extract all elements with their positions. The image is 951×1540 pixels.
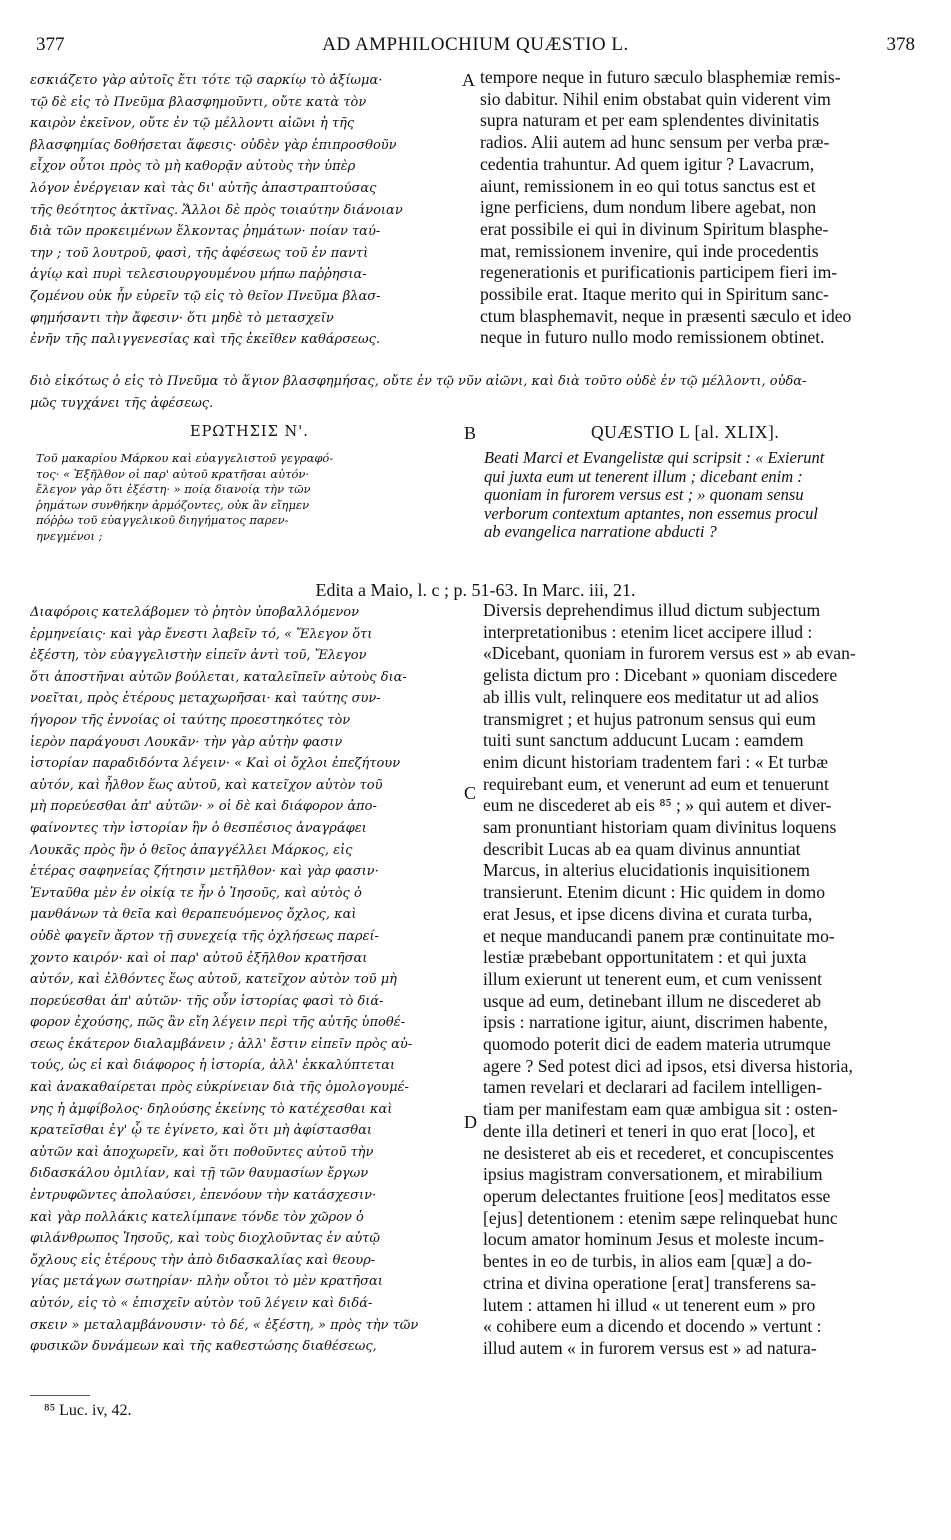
- greek-text-line: αὐτῶν καὶ ἀποχωρεῖν, καὶ ὅτι ποθοῦντες αὐτοῦ τὴν: [30, 1144, 374, 1160]
- latin-text-line: ipsius magistram conversationem, et mirabilium: [483, 1164, 823, 1185]
- latin-text-line: illud autem « in furorem versus est » ad natura-: [483, 1337, 817, 1358]
- latin-text-line: erat Jesus, et ipse dicens divina et curata turba,: [483, 903, 813, 924]
- greek-text-line: αὐτόν, εἰς τὸ « ἐπισχεῖν αὐτὸν τοῦ λέγειν καὶ διδά-: [30, 1296, 373, 1311]
- latin-text-line: supra naturam et per eam splendentes divinitatis: [480, 110, 820, 131]
- latin-text-line: aiunt, remissionem in eo qui totus sanctus est et: [480, 175, 816, 196]
- latin-text-line: transmigret ; et hujus patronum sensus qui eum: [483, 708, 816, 729]
- greek-text-line: φιλάνθρωπος Ἰησοῦς, καὶ τοὺς διοχλοῦντας ἐν αὐτῷ: [30, 1231, 380, 1247]
- greek-text-line: σεως ἑκάτερον διαλαμβάνειν ; ἀλλ' ἔστιν εἰπεῖν πρὸς αὐ-: [30, 1036, 413, 1052]
- source-reference: Edita a Maio, l. c ; p. 51-63. In Marc. iii, 21.: [315, 580, 636, 600]
- greek-text-line: κρατεῖσθαι ἐγ' ᾧ τε ἐγίνετο, καὶ ὅτι μὴ ἀφίστασθαι: [30, 1123, 372, 1139]
- latin-text-line: possibile erat. Itaque merito qui in Spiritum sanc-: [480, 284, 829, 305]
- margin-marker-d: D: [464, 1112, 477, 1132]
- greek-text-line: φορον ἐχούσης, πῶς ἂν εἴη λέγειν περὶ τῆς αὐτῆς ὑποθέ-: [30, 1015, 406, 1031]
- greek-text-line: ἐντρυφῶντες ἀπολαύσει, ἐπενόουν τὴν κατάσχεσιν·: [30, 1188, 377, 1204]
- latin-text-line: sio dabitur. Nihil enim obstabat quin viderent vim: [480, 88, 831, 109]
- greek-text-line: σκειν » μεταλαμβάνουσιν· τὸ δέ, « ἐξέστη, » πρὸς τὴν τῶν: [30, 1317, 419, 1333]
- greek-text-line: νης ἡ ἀμφίβολος· δηλούσης ἐκείνης τὸ κατέχεσθαι καὶ: [30, 1101, 393, 1117]
- latin-text-line: illum exierunt ut tenerent eum, et cum venissent: [483, 968, 823, 989]
- greek-text-line: φαίνοντες τὴν ἱστορίαν ἣν ὁ θεσπέσιος ἀναγράφει: [30, 820, 367, 836]
- top-greek-column: [30, 70, 458, 351]
- latin-text-line: dente illa detineri et teneri in quo erat [loco], et: [483, 1120, 816, 1141]
- latin-text-line: describit Lucas ab ea quam divinus annuntiat: [483, 838, 801, 859]
- greek-text-line: καὶ γὰρ πολλάκις κατελίμπανε τόνδε τὸν χῶρον ὁ: [30, 1209, 364, 1225]
- greek-text-line: καὶ ἀνακαθαίρεται πρὸς εὐκρίνειαν διὰ τῆς ὁμολογουμέ-: [30, 1080, 409, 1096]
- latin-text-line: « cohibere eum a dicendo et docendo » vertunt :: [483, 1316, 822, 1337]
- latin-text-line: ctum blasphemavit, neque in præsenti sæculo et ideo: [480, 305, 852, 326]
- latin-text-line: regenerationis et purificationis participem fieri im-: [480, 262, 838, 283]
- latin-text-line: et neque manducandi panem præ continuitate mo-: [483, 925, 835, 946]
- latin-text-line: ctrina et divina operatione [erat] transferens sa-: [483, 1272, 817, 1293]
- greek-text-line: βλασφημίας δοθήσεται ἄφεσις· οὐδὲν γὰρ ἐπιπροσθοῦν: [30, 137, 397, 153]
- latin-text-line: quomodo poterit dici de eadem materia utrumque: [483, 1034, 831, 1055]
- greek-text-line: Διαφόροις κατελάβομεν τὸ ῥητὸν ὑποβαλλόμενον: [30, 605, 360, 620]
- latin-text-line: agere ? Sed potest dici ad ipsos, etsi diversa historia,: [483, 1055, 853, 1076]
- latin-text-line: usque ad eum, detinebant illum ne discederet ab: [483, 990, 822, 1011]
- greek-text-line: γίας μετάγων σωτηρίαν· πλὴν οὗτοι τὸ μὲν κρατῆσαι: [30, 1274, 383, 1290]
- question-greek-line: πόῤῥω τοῦ εὐαγγελικοῦ διηγήματος παρεν-: [36, 513, 289, 527]
- greek-text-line: τῆς θεότητος ἀκτῖνας. Ἄλλοι δὲ πρὸς τοιαύτην διάνοιαν: [30, 202, 403, 218]
- latin-text-line: enim dicunt historiam tradentem fari : « Et turbæ: [483, 751, 828, 772]
- question-title-greek: ΕΡΩΤΗΣΙΣ Ν'.: [190, 424, 309, 440]
- margin-marker-c: C: [464, 783, 477, 803]
- greek-text-line: τῷ δὲ εἰς τὸ Πνεῦμα βλασφημοῦντι, οὔτε κατὰ τὸν: [30, 94, 367, 110]
- greek-text-line: μανθάνων τὰ θεῖα καὶ θεραπευόμενος ὄχλος, καὶ: [30, 907, 357, 923]
- latin-text-line: tempore neque in futuro sæculo blasphemiæ remis-: [480, 67, 841, 87]
- latin-text-line: tamen revelari et declarari ad facilem intelligen-: [483, 1077, 822, 1098]
- greek-text-line: νοεῖται, πρὸς ἑτέρους μεταχωρῆσαι· καὶ ταύτης συν-: [30, 691, 381, 707]
- latin-text-line: locum amator hominum Jesus et moleste incum-: [483, 1229, 825, 1250]
- greek-text-line: ἑρμηνείαις· καὶ γὰρ ἔνεστι λαβεῖν τό, « Ἔλεγον ὅτι: [30, 626, 373, 642]
- greek-text-line: διδασκάλου ὁμιλίαν, καὶ τῇ τῶν θαυμασίων ἔργων: [30, 1166, 369, 1182]
- latin-text-line: neque in futuro nullo modo remissionem obtinet.: [480, 327, 825, 348]
- latin-text-line: erat possibile ei qui in divinum Spiritum blasphe-: [480, 218, 829, 239]
- latin-text-line: ipsis : narratione igitur, aiunt, discrimen habente,: [483, 1012, 828, 1033]
- full-width-greek-line-1: διὸ εἰκότως ὁ εἰς τὸ Πνεῦμα τὸ ἅγιον βλασφημήσας, οὔτε ἐν τῷ νῦν αἰῶνι, καὶ διὰ τοῦτο οὐδὲ ἐν τῷ μέλλοντι, οὐδα-: [30, 374, 807, 389]
- question-latin-line: verborum contextum aptantes, non essemus procul: [484, 504, 818, 523]
- latin-text-line: Diversis deprehendimus illud dictum subjectum: [483, 600, 821, 620]
- margin-marker-a: A: [462, 70, 475, 90]
- question-greek-text: [36, 451, 456, 544]
- latin-text-line: tuiti sunt sanctum adducunt Lucam : eamdem: [483, 730, 804, 751]
- greek-text-line: εἶχον οὗτοι πρὸς τὸ μὴ καθορᾷν αὐτοὺς τὴν ὑπὲρ: [30, 159, 356, 175]
- running-title: AD AMPHILOCHIUM QUÆSTIO L.: [322, 34, 629, 55]
- greek-text-line: Λουκᾶς πρὸς ἣν ὁ θεῖος ἀπαγγέλλει Μάρκος, εἰς: [30, 842, 353, 858]
- latin-text-line: bentes in eo de turbis, in alios eam [quæ] a do-: [483, 1251, 812, 1272]
- latin-text-line: «Dicebant, quoniam in furorem versus est » ab evan-: [483, 643, 856, 664]
- running-header: [36, 34, 915, 60]
- latin-text-line: eum ne discederet ab eis ⁸⁵ ; » qui autem et diver-: [483, 795, 832, 816]
- latin-text-line: ne desisteret ab eis et recederet, et concupiscentes: [483, 1142, 834, 1163]
- answer-greek-column: [30, 602, 458, 1358]
- latin-text-line: ab illis vult, relinquere eos meditatur ut ad alios: [483, 686, 819, 707]
- greek-text-line: ἑτέρας σαφηνείας ζήτησιν μετῆλθον· καὶ γὰρ φασιν·: [30, 864, 379, 880]
- top-latin-column: [480, 67, 924, 349]
- greek-text-line: οὐδὲ φαγεῖν ἄρτον τῇ συνεχείᾳ τῆς ὀχλήσεως παρεί-: [30, 928, 379, 944]
- question-greek-line: ἔλεγον γὰρ ὅτι ἐξέστη· » ποίᾳ διανοίᾳ τὴν τῶν: [36, 482, 311, 496]
- page-number-right: 378: [886, 34, 915, 55]
- question-latin-line: quoniam in furorem versus est ; » quonam sensu: [484, 486, 804, 504]
- greek-text-line: ἐνῆν τῆς παλιγγενεσίας καὶ τῆς ἐκεῖθεν καθάρσεως.: [30, 332, 381, 348]
- question-latin-line: ab evangelica narratione abducti ?: [484, 523, 717, 541]
- greek-text-line: ἐξέστη, τὸν εὐαγγελιστὴν εἰπεῖν ἀντὶ τοῦ, Ἔλεγον: [30, 648, 367, 664]
- answer-latin-column: [483, 600, 924, 1360]
- latin-text-line: igne perficiens, dum nondum libere agebat, non: [480, 197, 817, 218]
- latin-text-line: Marcus, in alterius elucidationis inquisitionem: [483, 860, 810, 881]
- latin-text-line: interpretationibus : etenim licet accipere illud :: [483, 621, 813, 642]
- footnote-rule: [30, 1395, 90, 1396]
- question-greek-line: τος· « Ἐξῆλθον οἱ παρ' αὐτοῦ κρατῆσαι αὐτόν·: [36, 466, 310, 481]
- margin-marker-b: B: [464, 423, 477, 443]
- greek-text-line: ἱστορίαν παραδιδόντα λέγειν· « Καὶ οἱ ὄχλοι ἐπεζήτουν: [30, 756, 401, 772]
- latin-text-line: radios. Alii autem ad hunc sensum per verba præ-: [480, 132, 830, 153]
- question-greek-line: Τοῦ μακαρίου Μάρκου καὶ εὐαγγελιστοῦ γεγραφό-: [36, 451, 334, 465]
- latin-text-line: sam pronuntiant historiam quam divinitus loquens: [483, 817, 837, 838]
- latin-text-line: tiam per manifestam eam quæ ambigua sit : osten-: [483, 1099, 838, 1120]
- greek-text-line: φημήσαντι τὴν ἄφεσιν· ὅτι μηδὲ τὸ μετασχεῖν: [30, 310, 334, 326]
- latin-text-line: lestiæ præbebant opportunitatem : et qui juxta: [483, 947, 807, 968]
- greek-text-line: λόγον ἐνέργειαν καὶ τὰς δι' αὐτῆς ἀπαστραπτούσας: [30, 180, 377, 196]
- question-latin-text: [484, 449, 924, 542]
- greek-text-line: καιρὸν ἐκεῖνον, οὔτε ἐν τῷ μέλλοντι αἰῶνι ἡ τῆς: [30, 116, 355, 132]
- question-latin-line: qui juxta eum ut tenerent illum ; dicebant enim :: [484, 467, 803, 486]
- greek-text-line: μὴ πορεύεσθαι ἀπ' αὐτῶν· » οἱ δὲ καὶ διάφορον ἀπο-: [30, 799, 377, 815]
- footnote: ⁸⁵ Luc. iv, 42.: [44, 1402, 132, 1419]
- greek-text-line: ἱερὸν παράγουσι Λουκᾶν· τὴν γὰρ αὐτὴν φασιν: [30, 734, 343, 750]
- greek-text-line: διὰ τῶν προκειμένων ἕλκοντας ῥημάτων· ποίαν ταύ-: [30, 224, 381, 240]
- latin-text-line: transierunt. Etenim dicunt : Hic quidem in domo: [483, 882, 826, 903]
- greek-text-line: την ; τοῦ λουτροῦ, φασὶ, τῆς ἀφέσεως τοῦ ἐν παντὶ: [30, 245, 369, 261]
- latin-text-line: mat, remissionem invenire, qui inde procedentis: [480, 240, 819, 261]
- greek-text-line: αὐτόν, καὶ ἦλθον ἕως αὐτοῦ, καὶ κατεῖχον αὐτὸν τοῦ: [30, 777, 383, 793]
- greek-text-line: χοντο καιρόν· καὶ οἱ παρ' αὐτοῦ ἐξῆλθον κρατῆσαι: [30, 950, 368, 966]
- latin-text-line: requirebant eum, et venerunt ad eum et tenuerunt: [483, 773, 829, 794]
- latin-text-line: lutem : attamen hi illud « ut tenerent eum » pro: [483, 1294, 816, 1315]
- question-latin-line: Beati Marci et Evangelistæ qui scripsit : « Exierunt: [484, 449, 825, 467]
- latin-text-line: gelista dictum pro : Dicebant » quoniam discedere: [483, 665, 838, 686]
- latin-text-line: [ejus] detentionem : etenim sæpe relinquebat hunc: [483, 1207, 838, 1228]
- greek-text-line: ὅτι ἀποστῆναι αὐτῶν βούλεται, καταλεῖπεῖν αὐτοὺς δια-: [30, 669, 407, 685]
- greek-text-line: εσκιάζετο γὰρ αὐτοῖς ἔτι τότε τῷ σαρκίῳ τὸ ἀξίωμα·: [30, 73, 383, 88]
- greek-text-line: ὄχλους εἰς ἑτέρους τὴν ἀπὸ διδασκαλίας καὶ θεουρ-: [30, 1252, 376, 1268]
- question-title-latin: QUÆSTIO L [al. XLIX].: [591, 422, 780, 442]
- question-greek-line: ηνεγμένοι ;: [36, 528, 103, 543]
- latin-text-line: cedentia trahuntur. Ad quem igitur ? Lavacrum,: [480, 153, 815, 174]
- page-number-left: 377: [36, 34, 65, 55]
- greek-text-line: φυσικῶν δυνάμεων καὶ τῆς καθεστώσης διαθέσεως,: [30, 1339, 377, 1355]
- greek-text-line: ἁγίῳ καὶ πυρὶ τελεσιουργουμένου μήπω παῤῥησια-: [30, 267, 367, 283]
- question-greek-line: ῥημάτων συνθήκην ἁρμόζοντες, οὐκ ἂν εἴημεν: [36, 497, 310, 512]
- greek-text-line: ζομένου οὐκ ἦν εὑρεῖν τῷ εἰς τὸ θεῖον Πνεῦμα βλασ-: [30, 288, 381, 304]
- greek-text-line: πορεύεσθαι ἀπ' αὐτῶν· τῆς οὖν ἱστορίας φασὶ τὸ διά-: [30, 993, 384, 1009]
- greek-text-line: ήγορον τῆς ἐννοίας οἱ ταύτης προεστηκότες τὸν: [30, 712, 351, 728]
- greek-text-line: τούς, ὡς εἰ καὶ διάφορος ἡ ἱστορία, ἀλλ' ἐκκαλύπτεται: [30, 1058, 396, 1074]
- greek-text-line: αὐτόν, καὶ ἐλθόντες ἕως αὐτοῦ, κατεῖχον αὐτὸν τοῦ μὴ: [30, 972, 397, 988]
- greek-text-line: Ἐνταῦθα μὲν ἐν οἰκίᾳ τε ἦν ὁ Ἰησοῦς, καὶ αὐτὸς ὁ: [30, 885, 362, 901]
- latin-text-line: operum delectantes fruitione [eos] meditatos esse: [483, 1185, 831, 1206]
- full-width-greek-line-2: μῶς τυγχάνει τῆς ἀφέσεως.: [30, 396, 214, 411]
